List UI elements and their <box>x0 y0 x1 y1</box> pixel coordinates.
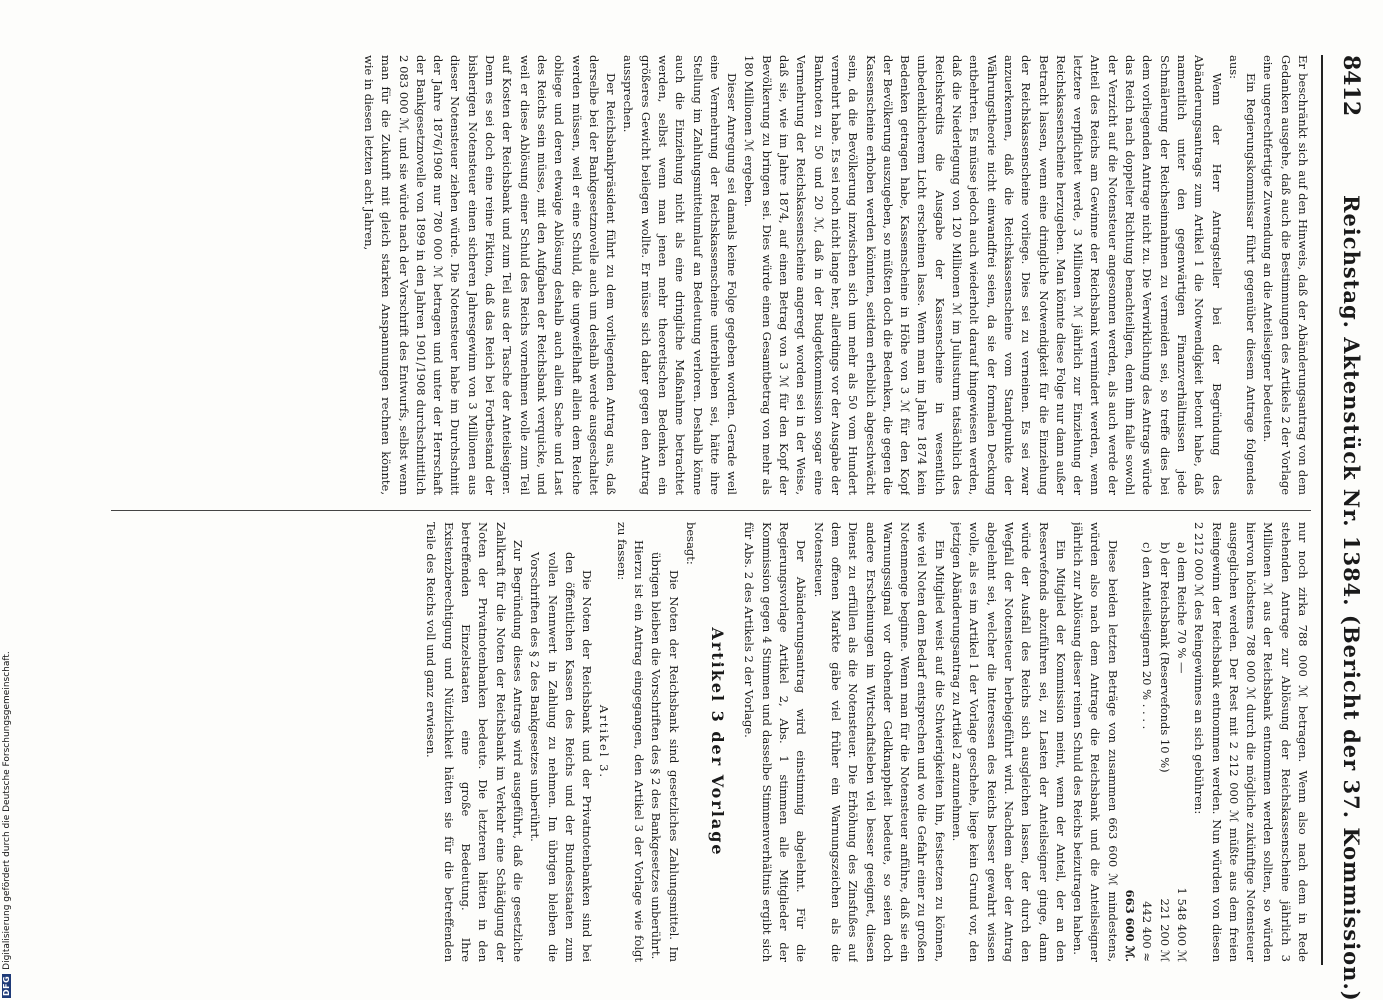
page-header <box>1328 55 1368 1002</box>
paragraph: Ein Regierungskommissar führt gegenüber diesem Antrage folgendes aus: <box>1226 55 1259 495</box>
proposed-article-text <box>526 522 612 962</box>
paragraph: Ein Mitglied der Kommission meint, wenn der Anteil, der an den Reservefonds abzuführen sei, zu Lasten der Anteilseigner ginge, dann würde der Ausfall des Reichs sich ausgleichen lassen, der durch den Wegfall der Notensteuer herbeigeführt wird. Nachdem aber der Antrag abgelehnt sei, welcher die Interessen des Reichs besser gewahrt wissen wolle, als es im Artikel 1 der Vorlage geschehe, liege kein Grund vor, den jetzigen Abänderungsantrag zu Artikel 2 anzunehmen. <box>950 522 1068 962</box>
paragraph: Dieser Anregung sei damals keine Folge gegeben worden. Gerade weil eine Vermehrung der Reichskassenscheine unterblieben sei, hätte ihre Stellung im Zahlungsmittelumlauf an Bedeutung verloren. Deshalb könne auch die Einziehung nicht als eine dringliche Maßnahme betrachtet werden, selbst wenn man jenen mehr theoretischen Bedenken ein größeres Gewicht beilegen wollte. Er müsse sich daher gegen den Antrag aussprechen. <box>621 55 740 495</box>
column-divider <box>111 510 1311 511</box>
item-value: 1 548 400 ℳ <box>1174 887 1189 962</box>
paragraph: nur noch zirka 788 000 ℳ betragen. Wenn also nach dem in Rede stehenden Antrage zur Ablösung der Reichskassenscheine jährlich 3 Millionen ℳ aus der Reichsbank entnommen werden sollten, so würden hiervon höchstens 788 000 ℳ durch die mögliche zukünftige Notensteuer ausgeglichen werden. Der Rest mit 2 212 000 ℳ müßte aus dem freien Reingewinn der Reichsbank entnommen werden. Nun würden von diesen 2 212 000 ℳ des Reingewinnes an sich gebühren: <box>1192 522 1310 962</box>
dfg-logo: DFG <box>2 975 11 996</box>
item-value: 221 200 ℳ <box>1157 898 1172 962</box>
item-value: 442 400 ≈ <box>1140 901 1155 962</box>
paragraph: besagt: <box>683 522 698 565</box>
quoted-article-text <box>647 522 682 962</box>
item-label: c) den Anteilseignern 20 % . . . . <box>1140 542 1155 730</box>
paragraph: Wenn der Herr Antragsteller bei der Begründung des Abänderungsantrags zum Artikel 1 die Notwendigkeit betont habe, daß namentlich unter den gegenwärtigen Finanzverhältnissen jede Schmälerung der Reichseinnahmen zu vermeiden sei, so treffe dies bei dem vorliegenden Antrage nicht zu. Die Verwirklichung des Antrags würde das Reich nach doppelter Richtung benachteiligen, denn ihm falle sowohl der Verzicht auf die Notensteuer angesonnen werden, als auch werde der Anteil des Reichs am Gewinne der Reichsbank vermindert werden, wenn letztere verpflichtet werde, 3 Millionen ℳ jährlich zur Einziehung der Reichskassenscheine herzugeben. Man könnte diese Folge nur dann außer Betracht lassen, wenn eine dringliche Notwendigkeit für die Einziehung der Reichskassenscheine vorliege. Dies sei zu verneinen. Es sei zwar anzuerkennen, daß die Reichskassenscheine vom Standpunkte der Währungstheorie nicht einwandfrei seien, da sie der formalen Deckung entbehrten. Es müsse jedoch auch wiederholt darauf hingewiesen werden, daß die Niederlegung von 120 Millionen ℳ im Juliusturm tatsächlich des Reichskredits die Ausgabe der Kassenscheine in wesentlich unbedenklicherem Licht erscheinen lasse. Wenn man im Jahre 1874 kein Bedenken getragen habe, Kassenscheine in Höhe von 3 ℳ für den Kopf der Bevölkerung auszugeben, so müßten doch die Bedenken, die gegen die Kassenscheine erhoben werden könnten, seitdem erheblich abgeschwächt sein, da die Bevölkerung inzwischen sich um mehr als 50 vom Hundert vermehrt habe. Es sei noch nicht lange her, allerdings vor der Ausgabe der Banknoten zu 50 und 20 ℳ, daß in der Budgetkommission sogar eine Vermehrung der Reichskassenscheine angeregt worden sei in der Weise, daß sie, wie im Jahre 1874, auf einen Betrag von 3 ℳ für den Kopf der Bevölkerung zu bringen sei. Dies würde einen Gesamtbetrag von mehr als 180 Millionen ℳ ergeben. <box>742 55 1224 495</box>
paragraph: Der Reichsbankpräsident führt zu dem vorliegenden Antrag aus, daß derselbe bei der Bankgesetznovelle auch um deshalb werde ausgeschaltet werden müssen, weil er eine Schuld, die ungweifelhaft allein dem Reiche obliege und deren etwaige Ablösung deshalb auch allein Sache und Last des Reichs sein müsse, mit den Aufgaben der Reichsbank verquicke, und weil er diese Ablösung einer Schuld des Reichs vornehmen wolle zum Teil auf Kosten der Reichsbank und zum Teil aus der Tasche der Anteilseigner. Denn es sei doch eine reine Fiktion, daß das Reich bei Fortbestand der bisherigen Notensteuer einen sicheren Jahresgewinn von 3 Millionen aus dieser Notensteuer ziehen würde. Die Notensteuer habe im Durchschnitt der Jahre 1876/1908 nur 780 000 ℳ betragen und unter der Herrschaft der Bankgesetznovelle von 1899 in den Jahren 1901/1908 durchschnittlich 2 083 000 ℳ, und sie würde nach der Vorschrift des Entwurfs, selbst wenn man für die Zukunft mit gleich starken Anspannungen rechnen könnte, wie in diesen letzten acht Jahren, <box>361 55 619 495</box>
distribution-item <box>1138 522 1155 962</box>
paragraph: Hierzu ist ein Antrag eingegangen, den Artikel 3 der Vorlage wie folgt zu fassen: <box>614 522 647 962</box>
quote-paragraph: Die Noten der Reichsbank sind gesetzliches Zahlungsmittel. Im übrigen bleiben die Vorschriften des § 2 des Bankgesetzes unberührt. <box>649 552 681 962</box>
items-total: 663 600 ℳ. <box>1123 889 1138 962</box>
paragraph: Er beschränkt sich auf den Hinweis, daß der Abänderungsantrag von dem Gedanken ausgehe, daß auch die Bestimmungen des Artikels 2 der Vorlage eine ungerechtfertigte Zuwendung an die Anteilseigner bedeuten. <box>1261 55 1310 495</box>
digitization-credit <box>2 598 16 998</box>
paragraph: Diese beiden letzten Beträge von zusammen 663 600 ℳ mindestens, würden also nach dem Antrage die Reichsbank und die Anteilseigner jährlich zur Ablösung dieser reinen Schuld des Reichs beizutragen haben. <box>1071 522 1120 962</box>
paragraph: Ein Mitglied weist auf die Schwierigkeiten hin, festsetzen zu können, wie viel Noten dem Bedarf entsprechen und wo die Gefahr einer zu großen Notenmenge beginne. Wenn man für die Notensteuer anführe, daß sie ein Warnungssignal vor drohender Geldknappheit bedeute, so seien doch andere Erscheinungen im Wirtschaftsleben viel besser geeignet, diesen Dienst zu erfüllen als die Notensteuer. Die Erhöhung des Zinsfußes auf dem offenen Markte gäbe viel früher ein Warnungszeichen als die Notensteuer. <box>811 522 947 962</box>
distribution-item <box>1155 522 1172 962</box>
right-column <box>71 522 1311 962</box>
quote-paragraph: Die Noten der Reichsbank und der Privatnotenbanken sind bei den öffentlichen Kassen des Reichs und der Bundesstaaten zum vollen Nennwert in Zahlung zu nehmen. Im übrigen bleiben die Vorschriften des § 2 des Bankgesetzes unberührt. <box>528 552 595 962</box>
credit-text: Digitalisierung gefördert durch die Deutsche Forschungsgemeinschaft. <box>2 651 12 970</box>
item-label: b) der Reichsbank (Reservefonds 10 %) <box>1157 542 1172 773</box>
paragraph: Der Abänderungsantrag wird einstimmig abgelehnt. Für die Regierungsvorlage Artikel 2, Abs. 1 stimmen alle Mitglieder der Kommission gegen 4 Stimmen und dasselbe Stimmenverhältnis ergibt sich für Abs. 2 des Artikels 2 der Vorlage. <box>742 522 809 962</box>
running-head: Reichstag. Aktenstück Nr. 1384. (Bericht der 37. Kommission.) <box>1339 195 1364 1002</box>
article-heading: Artikel 3 der Vorlage <box>708 627 728 857</box>
left-column <box>71 55 1311 495</box>
distribution-item <box>1173 522 1190 962</box>
item-label: a) dem Reiche 70 % — <box>1174 542 1189 674</box>
paragraph: Zur Begründung dieses Antrags wird ausgeführt, daß die gesetzliche Zahlkraft für die Noten der Reichsbank im Verkehr eine Schädigung der Noten der Privatnotenbanken bedeute. Die letzteren hätten in den betreffenden Einzelstaaten eine große Bedeutung. Ihre Existenzberechtigung und Nützlichkeit hätten sie für die betreffenden Teile des Reichs voll und ganz erwiesen. <box>424 522 525 962</box>
page-number: 8412 <box>1338 55 1364 117</box>
quote-title: Artikel 3. <box>597 704 612 780</box>
header-rule <box>1321 55 1323 965</box>
